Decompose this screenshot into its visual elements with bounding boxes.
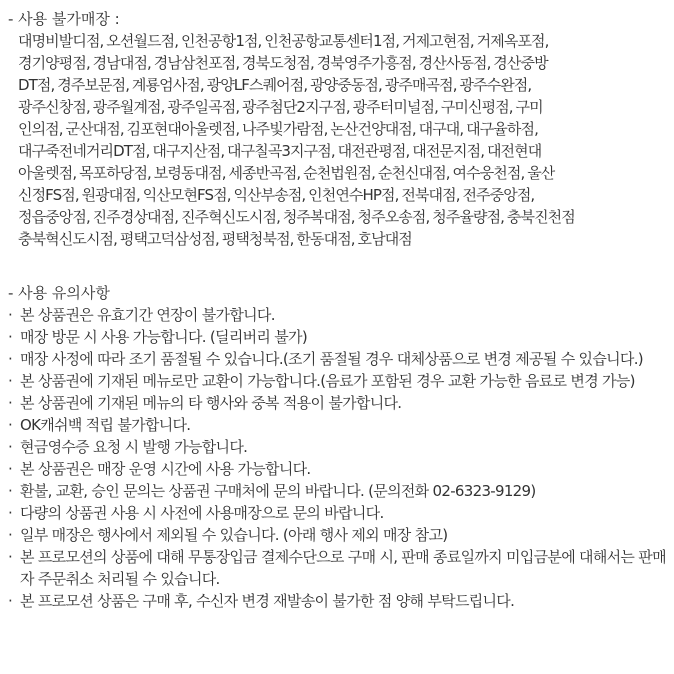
note-text: 현금영수증 요청 시 발행 가능합니다. [20, 438, 248, 456]
bullet-dot: · [8, 504, 13, 522]
note-text: 본 프로모션의 상품에 대해 무통장입금 결제수단으로 구매 시, 판매 종료일까지 미입금분에 대해서는 판매자 주문취소 처리될 수 있습니다. [20, 548, 666, 588]
note-item [6, 414, 668, 436]
note-item [6, 392, 668, 414]
note-text: 본 상품권은 매장 운영 시간에 사용 가능합니다. [20, 460, 311, 478]
note-item [6, 502, 668, 524]
store-line: 신정FS점, 원광대점, 익산모현FS점, 익산부송점, 인천연수HP점, 전북대점, 전주중앙점, [18, 186, 535, 204]
note-text: 환불, 교환, 승인 문의는 상품권 구매처에 문의 바랍니다. (문의전화 02-6323-9129) [20, 482, 536, 500]
bullet-dot: · [8, 394, 13, 412]
note-text: 본 프로모션 상품은 구매 후, 수신자 변경 재발송이 불가한 점 양해 부탁드립니다. [20, 592, 515, 610]
note-text: 본 상품권에 기재된 메뉴의 타 행사와 중복 적용이 불가합니다. [20, 394, 402, 412]
note-item [6, 304, 668, 326]
note-item [6, 480, 668, 502]
store-line: DT점, 경주보문점, 계룡엄사점, 광양LF스퀘어점, 광양중동점, 광주매곡점, 광주수완점, [18, 76, 532, 94]
note-text: OK캐쉬백 적립 불가합니다. [20, 416, 191, 434]
note-item [6, 546, 668, 590]
note-text: 다량의 상품권 사용 시 사전에 사용매장으로 문의 바랍니다. [20, 504, 384, 522]
store-line: 정읍중앙점, 진주경상대점, 진주혁신도시점, 청주복대점, 청주오송점, 청주율량점, 충북진천점 [18, 208, 575, 226]
store-line: 아울렛점, 목포하당점, 보령동대점, 세종반곡점, 순천법원점, 순천신대점, 여수웅천점, 울산 [18, 164, 555, 182]
note-item [6, 458, 668, 480]
store-line: 경기양평점, 경남대점, 경남삼천포점, 경북도청점, 경북영주가흥점, 경산사동점, 경산중방 [18, 54, 548, 72]
unavailable-stores-title: - 사용 불가매장 : [8, 10, 120, 28]
bullet-dot: · [8, 350, 13, 368]
note-item [6, 348, 668, 370]
note-item [6, 436, 668, 458]
note-item [6, 524, 668, 546]
store-line: 인의점, 군산대점, 김포현대아울렛점, 나주빛가람점, 논산건양대점, 대구대, 대구율하점, [18, 120, 538, 138]
section-spacer [6, 250, 668, 282]
bullet-dot: · [8, 416, 13, 434]
bullet-dot: · [8, 438, 13, 456]
note-item [6, 590, 668, 612]
bullet-dot: · [8, 306, 13, 324]
note-text: 매장 사정에 따라 조기 품절될 수 있습니다.(조기 품절될 경우 대체상품으로 변경 제공될 수 있습니다.) [20, 350, 643, 368]
store-line: 충북혁신도시점, 평택고덕삼성점, 평택청북점, 한동대점, 호남대점 [18, 230, 412, 248]
note-text: 본 상품권은 유효기간 연장이 불가합니다. [20, 306, 275, 324]
note-text: 본 상품권에 기재된 메뉴로만 교환이 가능합니다.(음료가 포함된 경우 교환 가능한 음료로 변경 가능) [20, 372, 635, 390]
store-line: 대구죽전네거리DT점, 대구지산점, 대구칠곡3지구점, 대전관평점, 대전문지점, 대전현대 [18, 142, 542, 160]
bullet-dot: · [8, 460, 13, 478]
store-line: 대명비발디점, 오션월드점, 인천공항1점, 인천공항교통센터1점, 거제고현점, 거제옥포점, [18, 32, 549, 50]
note-item [6, 326, 668, 348]
bullet-dot: · [8, 548, 13, 566]
store-line: 광주신창점, 광주월계점, 광주일곡점, 광주첨단2지구점, 광주터미널점, 구미신평점, 구미 [18, 98, 543, 116]
bullet-dot: · [8, 328, 13, 346]
usage-notes-title: - 사용 유의사항 [8, 284, 110, 302]
bullet-dot: · [8, 372, 13, 390]
note-text: 매장 방문 시 사용 가능합니다. (딜리버리 불가) [20, 328, 308, 346]
unavailable-stores-list [6, 30, 668, 250]
note-item [6, 370, 668, 392]
bullet-dot: · [8, 526, 13, 544]
bullet-dot: · [8, 592, 13, 610]
bullet-dot: · [8, 482, 13, 500]
usage-notes-list [6, 304, 668, 612]
note-text: 일부 매장은 행사에서 제외될 수 있습니다. (아래 행사 제외 매장 참고) [20, 526, 448, 544]
